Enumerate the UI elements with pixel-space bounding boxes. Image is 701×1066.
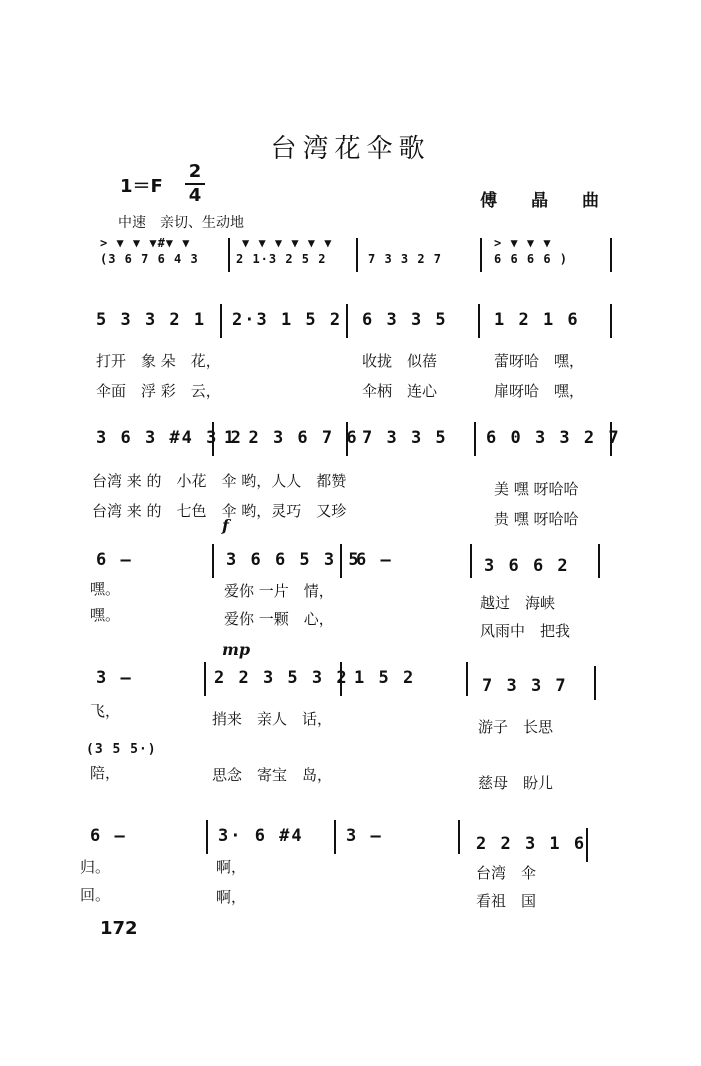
measure: 3 6 6 2 <box>484 556 570 576</box>
measure: 6 — <box>96 550 133 570</box>
key-signature: 1＝F <box>120 176 163 197</box>
lyric: 游子 长思 <box>478 718 554 736</box>
measure: 6 0 3 3 2 7 <box>486 428 621 448</box>
measure: 2 2 3 5 3 2 <box>214 668 349 688</box>
lyric: 思念 寄宝 岛， <box>212 766 333 784</box>
lyric: 爱你 一颗 心， <box>224 610 334 628</box>
lyric: 陪， <box>90 764 121 782</box>
lyric: 风雨中 把我 <box>480 622 571 640</box>
intro-measure: 7 3 3 2 7 <box>368 252 443 266</box>
measure: 3· 6 #4 <box>218 826 304 846</box>
intro-marks: ▼ ▼ ▼ ▼ ▼ ▼ <box>242 236 333 250</box>
lyric: 慈母 盼儿 <box>478 774 554 792</box>
measure: 6 — <box>356 550 393 570</box>
dynamic-mark: f <box>222 516 229 535</box>
lyric: 嘿。 <box>90 580 121 598</box>
intro-marks: > ▼ ▼ ▼ <box>494 236 552 250</box>
lyric: 贵 嘿 呀哈哈 <box>494 510 579 528</box>
measure: 1 5 2 <box>354 668 416 688</box>
measure: 6 — <box>90 826 127 846</box>
lyric: 归。 <box>80 858 111 876</box>
lyric: 爱你 一片 情， <box>224 582 334 600</box>
intro-marks: > ▼ ▼ ▼#▼ ▼ <box>100 236 191 250</box>
song-title: 台湾花伞歌 <box>270 134 431 164</box>
time-signature <box>185 162 205 206</box>
measure: 3 — <box>96 668 133 688</box>
measure: 3 6 3 #4 3 2 <box>96 428 243 448</box>
lyric: 打开 象 朵 花， <box>96 352 221 370</box>
measure: 2 2 3 1 6 <box>476 834 587 854</box>
interlude-notes: (3 5 5·) <box>86 742 157 757</box>
measure: 3 — <box>346 826 383 846</box>
lyric: 越过 海峡 <box>480 594 556 612</box>
measure: 7 3 3 5 <box>362 428 448 448</box>
lyric: 台湾 来 的 七色 伞 哟，灵巧 又珍 <box>92 502 347 520</box>
time-sig-top: 2 <box>188 161 202 182</box>
time-sig-bottom: 4 <box>188 185 202 206</box>
lyric: 美 嘿 呀哈哈 <box>494 480 579 498</box>
lyric: 伞面 浮 彩 云， <box>96 382 221 400</box>
lyric: 台湾 伞 <box>476 864 537 882</box>
lyric: 伞柄 连心 <box>362 382 438 400</box>
lyric: 捎来 亲人 话， <box>212 710 333 728</box>
lyric: 看祖 国 <box>476 892 537 910</box>
intro-measure: (3 6 7 6 4 3 <box>100 252 199 266</box>
tempo-marking: 中速 亲切、生动地 <box>118 215 244 231</box>
intro-measure: 2 1·3 2 5 2 <box>236 252 327 266</box>
lyric: 扉呀哈 嘿， <box>494 382 585 400</box>
lyric: 收拢 似蓓 <box>362 352 438 370</box>
measure: 7 3 3 7 <box>482 676 568 696</box>
measure: 1 2 3 6 7 6 <box>224 428 359 448</box>
page-number: 172 <box>100 918 138 939</box>
lyric: 啊， <box>216 888 247 906</box>
lyric: 蕾呀哈 嘿， <box>494 352 585 370</box>
lyric: 啊， <box>216 858 247 876</box>
intro-measure: 6 6 6 6 ) <box>494 252 569 266</box>
lyric: 飞， <box>90 702 121 720</box>
dynamic-mark: mp <box>222 640 251 659</box>
measure: 6 3 3 5 <box>362 310 448 330</box>
measure: 5 3 3 2 1 <box>96 310 207 330</box>
lyric: 回。 <box>80 886 111 904</box>
measure: 2·3 1 5 2 <box>232 310 343 330</box>
lyric: 嘿。 <box>90 606 121 624</box>
lyric: 台湾 来 的 小花 伞 哟，人人 都赞 <box>92 472 347 490</box>
measure: 3 6 6 5 3 5 <box>226 550 361 570</box>
composer-credit: 傅 晶 曲 <box>480 191 613 211</box>
measure: 1 2 1 6 <box>494 310 580 330</box>
